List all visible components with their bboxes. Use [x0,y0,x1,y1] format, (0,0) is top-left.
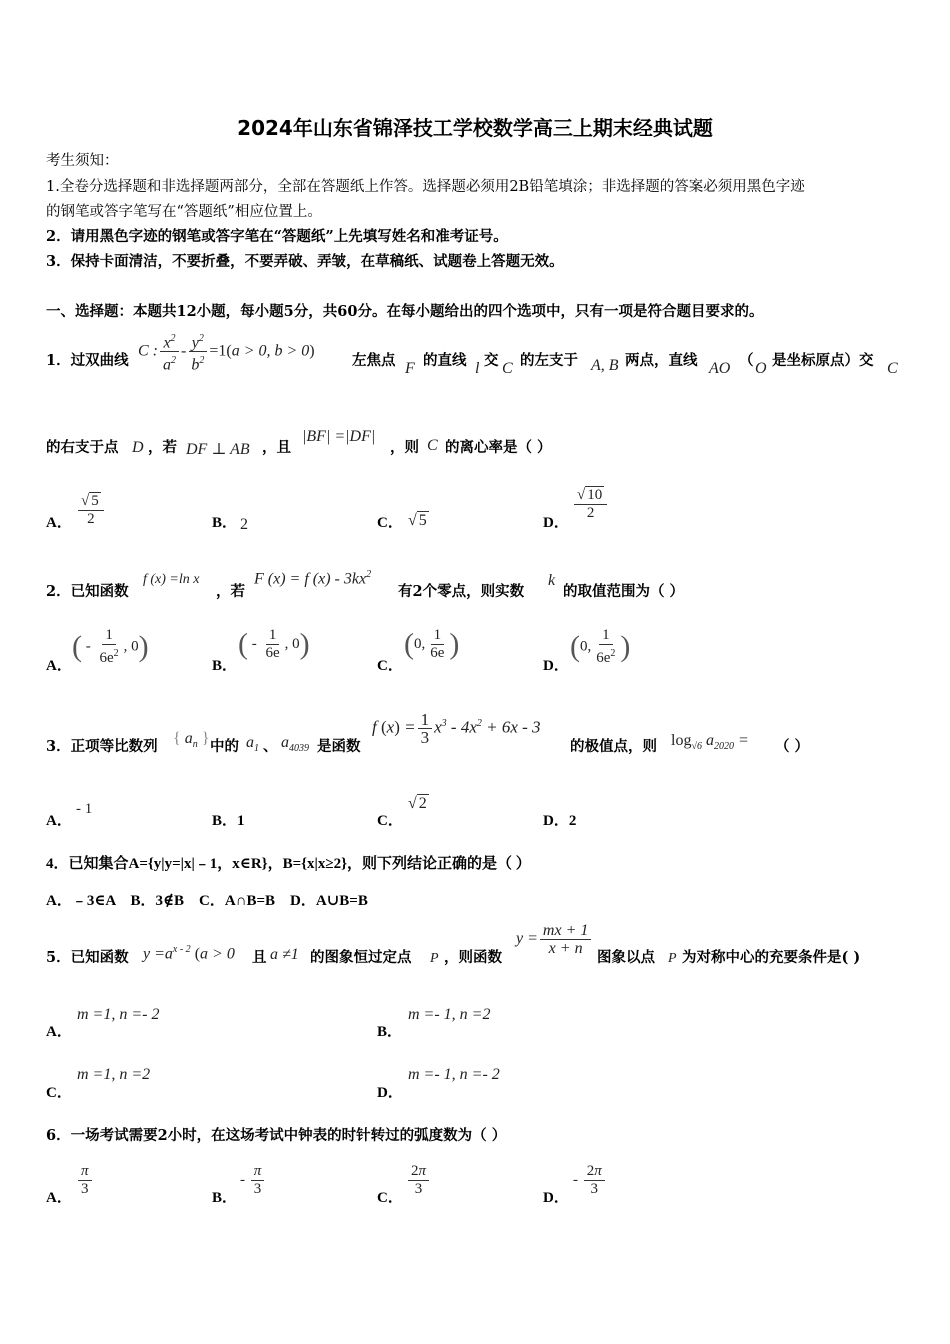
q3-option-c-label: C． [377,813,403,829]
q6-option-d-value: - $\frac{2\pi}{3}$ [573,1163,607,1198]
q5-stem-d: ，则函数 [444,949,502,966]
q1-stem-g: （ [739,352,754,369]
q3-f-def: f (x) = $\frac{1}{3}$ $x^3 - 4x^2 + 6x - 3$ [372,710,541,747]
q5-option-b-value: m =- 1, n =2 [408,1006,491,1023]
q6-option-d-label: D． [543,1190,569,1206]
q2-option-c-label: C． [377,658,403,674]
q5-option-a-value: m =1, n =- 2 [77,1006,160,1023]
notice-line3: 3．保持卡面清洁，不要折叠，不要弄破、弄皱，在草稿纸、试题卷上答题无效。 [46,253,564,270]
q1-stem-b: 左焦点 [352,352,396,369]
q2-option-a-label: A． [46,658,72,674]
q5-stem-a: 5．已知函数 [46,949,129,966]
q2-stem-b: ，若 [216,583,245,600]
q1-stem-d: 交 [484,352,499,369]
q2-f-def: f (x) =ln x [143,572,200,587]
q5-option-a-label: A． [46,1024,72,1040]
q3-a4039: $a_{4039}$ [281,734,309,755]
q1-stem-a: 1．过双曲线 [46,352,129,369]
q3-stem-c: 、 [263,738,278,755]
notice-line2: 2．请用黑色字迹的钢笔或答字笔在“答题纸”上先填写姓名和准考证号。 [46,228,508,245]
q5-option-d-label: D． [377,1085,403,1101]
q5-stem-e: 图象以点 [597,949,655,966]
q1-O: O [755,360,767,377]
q1-stem-i: 的右支于点 [46,439,119,456]
q1-stem-e: 的左支于 [520,352,578,369]
q2-option-b-label: B． [212,658,238,674]
q6-stem: 6．一场考试需要2小时，在这场考试中钟表的时针转过的弧度数为（ ） [46,1127,507,1144]
q1-stem-j: ，若 [148,439,177,456]
q3-stem-b: 中的 [210,738,239,755]
notice-line1b: 的钢笔或答字笔写在“答题纸”相应位置上。 [46,204,322,220]
q2-stem-c: 有2个零点，则实数 [398,583,525,600]
q1-stem-f: 两点，直线 [625,352,698,369]
q5-P2: P [668,951,677,966]
q3-option-a-label: A． [46,813,72,829]
q1-l: l [475,360,480,377]
q5-y-def: $y =a^{x - 2}$ (a > 0 [143,944,235,963]
q1-stem-m: 的离心率是（ ） [445,439,552,456]
q3-stem-a: 3．正项等比数列 [46,738,158,755]
q4-stem: 4．已知集合A={y|y=|x|﹣1，x∈R}，B={x|x≥2}，则下列结论正确的是（ ） [46,856,531,872]
section-header: 一、选择题：本题共12小题，每小题5分，共60分。在每小题给出的四个选项中，只有一项是符合题目要求的。 [46,303,764,320]
q2-option-c-value: (0, $\frac{1}{6e}$ ) [404,627,460,661]
q3-option-d: D．2 [543,813,577,829]
q6-option-a-label: A． [46,1190,72,1206]
q1-option-d-label: D． [543,515,569,531]
q4-options: A．﹣3∈A B．3∉B C．A∩B=B D．A∪B=B [46,893,368,909]
q2-option-b-value: ( - $\frac{1}{6e}$ , 0) [238,627,310,661]
q1-option-b-label: B． [212,515,238,531]
q5-P: P [430,951,439,966]
q3-option-c-value: √ 2 [408,795,427,812]
q6-option-c-value: $\frac{2\pi}{3}$ [406,1163,431,1198]
q3-stem-f: （ ） [775,738,810,755]
q1-option-d-value: $\frac{√ 10}{2}$ [572,487,609,522]
q5-stem-b: 且 [252,949,267,966]
q1-perp: DF ⊥ AB [186,441,250,458]
q3-option-b: B．1 [212,813,245,829]
q2-F-def: F (x) = f $(x) - 3kx^2$ [254,569,372,588]
notice-header: 考生须知： [46,153,119,169]
q1-option-b-value: 2 [240,516,248,533]
q5-option-b-label: B． [377,1024,403,1040]
q5-option-c-value: m =1, n =2 [77,1066,151,1083]
q1-option-c-label: C． [377,515,403,531]
page-title: 2024年山东省锦泽技工学校数学高三上期末经典试题 [237,116,713,140]
q1-C2: C [887,360,898,377]
q1-eq: |BF| =|DF| [302,428,376,445]
q3-option-a-value: - 1 [76,801,93,817]
q6-option-a-value: $\frac{\pi}{3}$ [76,1163,94,1198]
q5-a-neq: a ≠1 [270,946,299,963]
q3-stem-e: 的极值点，则 [570,738,657,755]
q2-option-d-value: (0, $\frac{1}{6e^2}$ ) [570,627,631,666]
q5-option-d-value: m =- 1, n =- 2 [408,1066,500,1083]
q6-option-b-label: B． [212,1190,238,1206]
q5-stem-c: 的图象恒过定点 [310,949,412,966]
q1-stem-h: 是坐标原点）交 [772,352,874,369]
q2-k: k [548,572,556,589]
q2-stem-a: 2．已知函数 [46,583,129,600]
q1-stem-l: ，则 [390,439,419,456]
q1-AB: A, B [591,357,619,374]
q1-stem-k: ，且 [262,439,291,456]
q5-option-c-label: C． [46,1085,72,1101]
q1-hyperbola-formula: C : $\frac{x^2}{a^2}$ - $\frac{y^2}{b^2}$ =1(a > 0, b > 0) [138,330,315,374]
q5-stem-f: 为对称中心的充要条件是( ) [682,949,861,966]
q1-AO: AO [709,360,731,377]
q2-option-d-label: D． [543,658,569,674]
q6-option-b-value: - $\frac{\pi}{3}$ [240,1163,266,1198]
q3-log: $\log_{√6} a_{2020}$ = [671,732,749,753]
q1-option-a-value: $\frac{√ 5}{2}$ [76,493,106,528]
q5-y-frac: y = $\frac{mx + 1}{x + n}$ [516,922,593,957]
q1-C: C [502,360,513,377]
q3-a1: $a_1$ [246,734,259,755]
q6-option-c-label: C． [377,1190,403,1206]
q1-C3: C [427,437,438,454]
q1-stem-c: 的直线 [423,352,467,369]
q1-option-c-value: √ 5 [408,512,427,529]
q1-D: D [132,439,144,456]
q2-stem-d: 的取值范围为（ ） [563,583,685,600]
q1-option-a-label: A． [46,515,72,531]
notice-line1: 1.全卷分选择题和非选择题两部分，全部在答题纸上作答。选择题必须用2B铅笔填涂；非选择题的答案必须用黑色字迹 [46,179,805,195]
q2-option-a-value: ( - $\frac{1}{6e^2}$ , 0) [72,627,149,666]
q3-seq: { $a_n$ } [173,730,210,751]
q3-stem-d: 是函数 [317,738,361,755]
q1-F: F [405,360,415,377]
